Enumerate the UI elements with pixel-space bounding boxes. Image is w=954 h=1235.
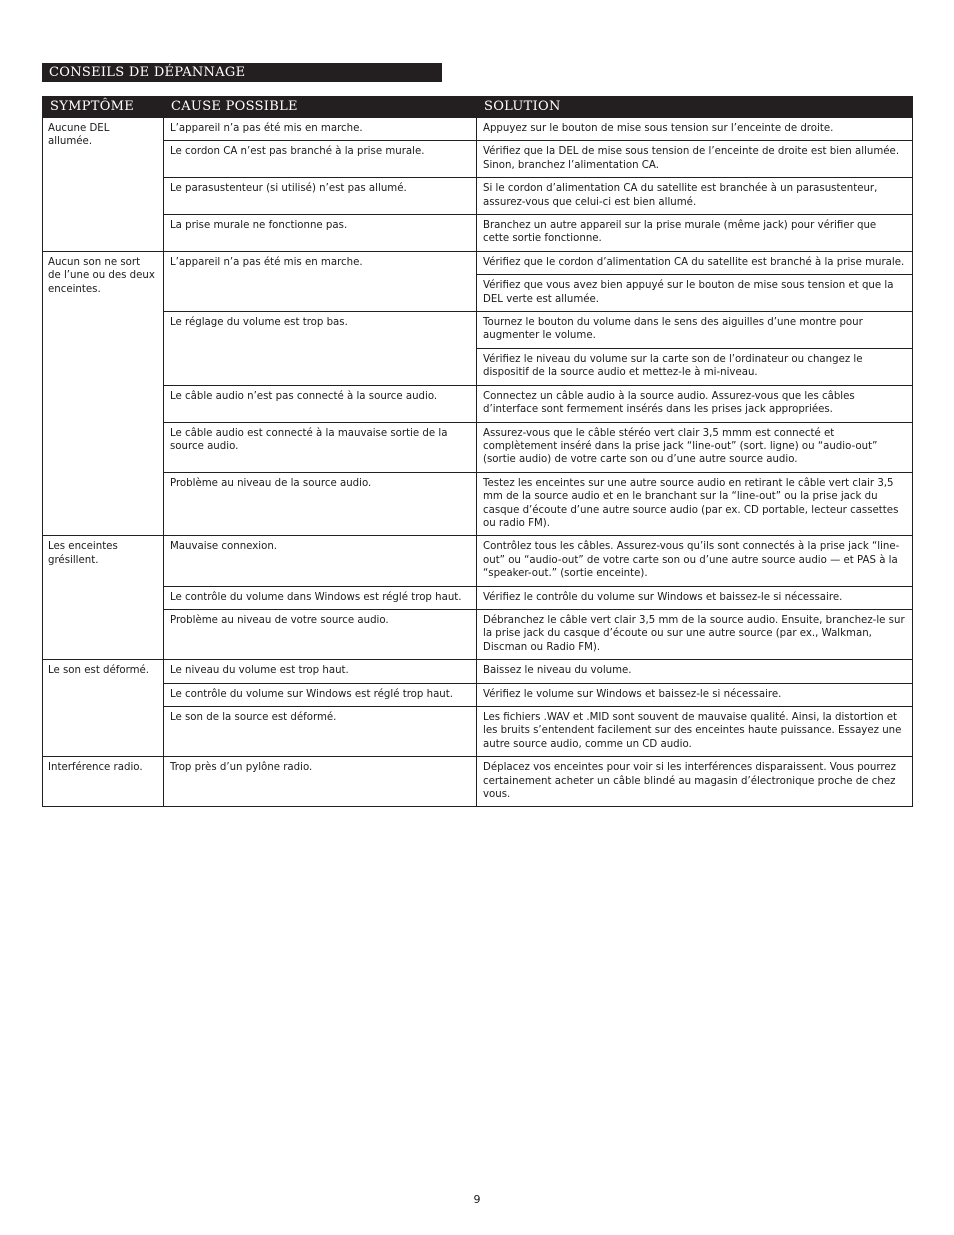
solution-cell: Débranchez le câble vert clair 3,5 mm de la source audio. Ensuite, branchez-le sur la prise jack du casque d’écoute ou sur une autre source (par ex., Walkman, Discman ou Radio FM). — [477, 609, 913, 659]
cause-cell: Le niveau du volume est trop haut. — [164, 660, 477, 683]
header-symptom: SYMPTÔME — [43, 97, 164, 118]
cause-cell: Problème au niveau de la source audio. — [164, 472, 477, 536]
solution-cell: Appuyez sur le bouton de mise sous tension sur l’enceinte de droite. — [477, 118, 913, 141]
solution-cell: Assurez-vous que le câble stéréo vert clair 3,5 mmm est connecté et complètement inséré dans la prise jack “line-out” (sort. ligne) ou “audio-out” (sortie audio) de votre carte son ou d’une autre source audio. — [477, 422, 913, 472]
table-row — [43, 118, 913, 141]
symptom-cell: Interférence radio. — [43, 757, 164, 807]
solution-cell: Connectez un câble audio à la source audio. Assurez-vous que les câbles d’interface sont fermement insérés dans les prises jack appropriées. — [477, 385, 913, 422]
table-row — [43, 178, 913, 215]
solution-cell: Les fichiers .WAV et .MID sont souvent de mauvaise qualité. Ainsi, la distortion et les bruits s’entendent facilement sur des enceintes haute puissance. Essayez une autre source audio, comme un CD audio. — [477, 707, 913, 757]
solution-cell: Branchez un autre appareil sur la prise murale (même jack) pour vérifier que cette sortie fonctionne. — [477, 215, 913, 252]
table-row — [43, 609, 913, 659]
table-row — [43, 707, 913, 757]
cause-cell: Le contrôle du volume sur Windows est réglé trop haut. — [164, 683, 477, 706]
header-solution: SOLUTION — [477, 97, 913, 118]
cause-cell: Le câble audio est connecté à la mauvaise sortie de la source audio. — [164, 422, 477, 472]
table-row — [43, 536, 913, 586]
symptom-cell: Aucune DEL allumée. — [43, 118, 164, 252]
table-row — [43, 385, 913, 422]
table-row — [43, 141, 913, 178]
table-row — [43, 312, 913, 349]
header-cause: CAUSE POSSIBLE — [164, 97, 477, 118]
cause-cell: L’appareil n’a pas été mis en marche. — [164, 251, 477, 311]
table-row — [43, 757, 913, 807]
table-row — [43, 472, 913, 536]
solution-cell: Vérifiez que vous avez bien appuyé sur le bouton de mise sous tension et que la DEL verte est allumée. — [477, 275, 913, 312]
page-number: 9 — [473, 1193, 481, 1206]
solution-cell: Testez les enceintes sur une autre source audio en retirant le câble vert clair 3,5 mm de la source audio et en le branchant sur la “line-out” ou la prise jack du casque d’écoute d’une autre source audio (par ex. CD portable, lecteur cassettes ou radio FM). — [477, 472, 913, 536]
solution-cell: Vérifiez que le cordon d’alimentation CA du satellite est branché à la prise murale. — [477, 251, 913, 274]
cause-cell: Le contrôle du volume dans Windows est réglé trop haut. — [164, 586, 477, 609]
table-row — [43, 683, 913, 706]
solution-cell: Vérifiez que la DEL de mise sous tension de l’enceinte de droite est bien allumée. Sinon, branchez l’alimentation CA. — [477, 141, 913, 178]
cause-cell: Le parasustenteur (si utilisé) n’est pas allumé. — [164, 178, 477, 215]
cause-cell: Le cordon CA n’est pas branché à la prise murale. — [164, 141, 477, 178]
symptom-cell: Aucun son ne sort de l’une ou des deux enceintes. — [43, 251, 164, 536]
cause-cell: La prise murale ne fonctionne pas. — [164, 215, 477, 252]
troubleshooting-table — [42, 96, 913, 807]
table-row — [43, 251, 913, 274]
solution-cell: Déplacez vos enceintes pour voir si les interférences disparaissent. Vous pourrez certainement acheter un câble blindé au magasin d’électronique proche de chez vous. — [477, 757, 913, 807]
table-row — [43, 215, 913, 252]
symptom-cell: Le son est déformé. — [43, 660, 164, 757]
solution-cell: Baissez le niveau du volume. — [477, 660, 913, 683]
table-row — [43, 586, 913, 609]
table-body — [43, 118, 913, 807]
cause-cell: Le réglage du volume est trop bas. — [164, 312, 477, 386]
cause-cell: Problème au niveau de votre source audio. — [164, 609, 477, 659]
table-row — [43, 422, 913, 472]
section-title: CONSEILS DE DÉPANNAGE — [42, 63, 442, 82]
solution-cell: Si le cordon d’alimentation CA du satellite est branchée à un parasustenteur, assurez-vous que celui-ci est bien allumé. — [477, 178, 913, 215]
cause-cell: Trop près d’un pylône radio. — [164, 757, 477, 807]
solution-cell: Vérifiez le volume sur Windows et baissez-le si nécessaire. — [477, 683, 913, 706]
table-header-row — [43, 97, 913, 118]
table-row — [43, 660, 913, 683]
solution-cell: Vérifiez le niveau du volume sur la carte son de l’ordinateur ou changez le dispositif de la source audio et mettez-le à mi-niveau. — [477, 348, 913, 385]
cause-cell: Mauvaise connexion. — [164, 536, 477, 586]
solution-cell: Contrôlez tous les câbles. Assurez-vous qu’ils sont connectés à la prise jack “line-out” ou “audio-out” de votre carte son ou d’une autre source audio — et PAS à la “speaker-out.” (sortie enceinte). — [477, 536, 913, 586]
cause-cell: L’appareil n’a pas été mis en marche. — [164, 118, 477, 141]
cause-cell: Le câble audio n’est pas connecté à la source audio. — [164, 385, 477, 422]
cause-cell: Le son de la source est déformé. — [164, 707, 477, 757]
symptom-cell: Les enceintes grésillent. — [43, 536, 164, 660]
solution-cell: Tournez le bouton du volume dans le sens des aiguilles d’une montre pour augmenter le volume. — [477, 312, 913, 349]
solution-cell: Vérifiez le contrôle du volume sur Windows et baissez-le si nécessaire. — [477, 586, 913, 609]
